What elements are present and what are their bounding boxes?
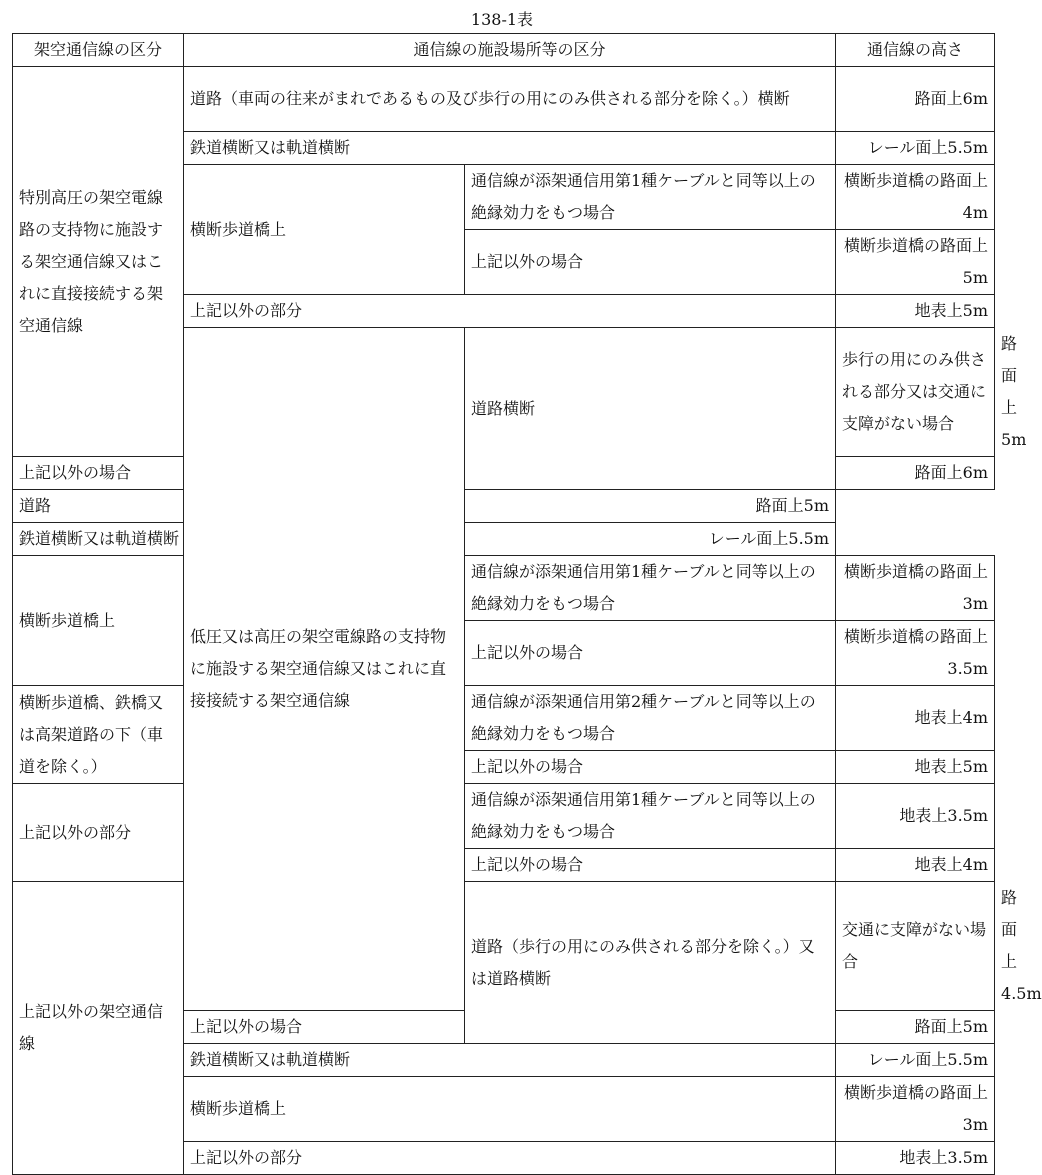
header-height: 通信線の高さ xyxy=(836,34,995,67)
category-cell: 低圧又は高圧の架空電線路の支持物に施設する架空通信線又はこれに直接接続する架空通信線 xyxy=(184,328,465,1011)
location-cell: 鉄道横断又は軌道横断 xyxy=(184,132,836,165)
height-cell: 地表上3.5m xyxy=(836,1142,995,1175)
location-cell: 横断歩道橋、鉄橋又は高架道路の下（車道を除く。） xyxy=(13,686,184,784)
height-cell: 地表上5m xyxy=(836,751,995,784)
height-cell: 路面上5m xyxy=(465,490,836,523)
location-cell: 道路横断 xyxy=(465,328,836,490)
height-cell: 地表上3.5m xyxy=(836,784,995,849)
height-cell: レール面上5.5m xyxy=(836,132,995,165)
location-cell: 鉄道横断又は軌道横断 xyxy=(13,523,465,556)
table-caption: 138-1表 xyxy=(470,10,534,29)
location-cell: 上記以外の部分 xyxy=(184,295,836,328)
category-cell: 上記以外の架空通信線 xyxy=(13,882,184,1175)
location-cell: 横断歩道橋上 xyxy=(13,556,184,686)
height-cell: レール面上5.5m xyxy=(836,1044,995,1077)
height-cell: 横断歩道橋の路面上3m xyxy=(836,556,995,621)
condition-cell: 上記以外の場合 xyxy=(465,621,836,686)
category-cell: 特別高圧の架空電線路の支持物に施設する架空通信線又はこれに直接接続する架空通信線 xyxy=(13,67,184,457)
location-cell: 横断歩道橋上 xyxy=(184,1077,836,1142)
height-cell: 地表上5m xyxy=(836,295,995,328)
location-cell: 道路（車両の往来がまれであるもの及び歩行の用にのみ供される部分を除く。）横断 xyxy=(184,67,836,132)
header-location: 通信線の施設場所等の区分 xyxy=(184,34,836,67)
header-category: 架空通信線の区分 xyxy=(13,34,184,67)
condition-cell: 上記以外の場合 xyxy=(465,751,836,784)
condition-cell: 通信線が添架通信用第1種ケーブルと同等以上の絶縁効力をもつ場合 xyxy=(465,165,836,230)
condition-cell: 上記以外の場合 xyxy=(465,849,836,882)
condition-cell: 上記以外の場合 xyxy=(13,457,184,490)
location-cell: 道路 xyxy=(13,490,465,523)
condition-cell: 通信線が添架通信用第1種ケーブルと同等以上の絶縁効力をもつ場合 xyxy=(465,784,836,849)
location-cell: 横断歩道橋上 xyxy=(184,165,465,295)
condition-cell: 上記以外の場合 xyxy=(465,230,836,295)
height-cell: 横断歩道橋の路面上3m xyxy=(836,1077,995,1142)
location-cell: 上記以外の部分 xyxy=(184,1142,836,1175)
height-cell: 横断歩道橋の路面上3.5m xyxy=(836,621,995,686)
location-cell: 鉄道横断又は軌道横断 xyxy=(184,1044,836,1077)
height-table: 架空通信線の区分 通信線の施設場所等の区分 通信線の高さ 特別高圧の架空電線路の支持物に施設する架空通信線又はこれに直接接続する架空通信線 道路（車両の往来がまれであるもの及び歩行の用にのみ供される部分を除く。）横断 路面上6m 鉄道横断又は軌道横断 レール面上5.5m 横断歩道橋上 通信線が添架通信用第1種ケーブルと同等以上の絶縁効力をもつ場合 横断歩道橋の路面上4m 上記以外の場合 横断歩道橋の路面上5m 上記以外の部分 地表上5m 低圧又は高圧の架空電線路の支持物に施設する架空通信線又はこれに直接接続する架空通信線 道路横断 歩行の用にのみ供される部分又は交通に支障がない場合 路面上5m 上記以外の場合 路面上6m 道路 路面上5m 鉄道横断又は軌道横断 レール面上5.5m 横断歩道橋上 通信線が添架通信用第1種ケーブルと同等以上の絶縁効力をもつ場合 横断歩道橋の路面上3m 上記以外の場合 横断歩道橋の路面上3.5m 横断歩道橋、鉄橋又は高架道路の下（車道を除く。） 通信線が添架通信用第2種ケーブルと同等以上の絶縁効力をもつ場合 地表上4m 上記以外の場合 地表上5m 上記以外の部分 通信線が添架通信用第1種ケーブルと同等以上の絶縁効力をもつ場合 地表上3.5m 上記以外の場合 地表上4m 上記以外の架空通信線 道路（歩行の用にのみ供される部分を除く。）又は道路横断 交通に支障がない場合 路面上4.5m 上記以外の場合 路面上5m 鉄道横断又は軌道横断 レール面上5.5m 横断歩道橋上 横断歩道橋の路面上3m 上記以外の部分 地表上3.5m xyxy=(12,33,995,1175)
height-cell: 地表上4m xyxy=(836,849,995,882)
height-cell: 路面上5m xyxy=(836,1011,995,1044)
condition-cell: 交通に支障がない場合 xyxy=(836,882,995,1011)
height-cell: 地表上4m xyxy=(836,686,995,751)
height-cell: 横断歩道橋の路面上4m xyxy=(836,165,995,230)
location-cell: 上記以外の部分 xyxy=(13,784,184,882)
condition-cell: 通信線が添架通信用第1種ケーブルと同等以上の絶縁効力をもつ場合 xyxy=(465,556,836,621)
condition-cell: 歩行の用にのみ供される部分又は交通に支障がない場合 xyxy=(836,328,995,457)
condition-cell: 上記以外の場合 xyxy=(184,1011,465,1044)
height-cell: 横断歩道橋の路面上5m xyxy=(836,230,995,295)
location-cell: 道路（歩行の用にのみ供される部分を除く。）又は道路横断 xyxy=(465,882,836,1044)
height-cell: レール面上5.5m xyxy=(465,523,836,556)
height-cell: 路面上6m xyxy=(836,67,995,132)
height-cell: 路面上6m xyxy=(836,457,995,490)
condition-cell: 通信線が添架通信用第2種ケーブルと同等以上の絶縁効力をもつ場合 xyxy=(465,686,836,751)
